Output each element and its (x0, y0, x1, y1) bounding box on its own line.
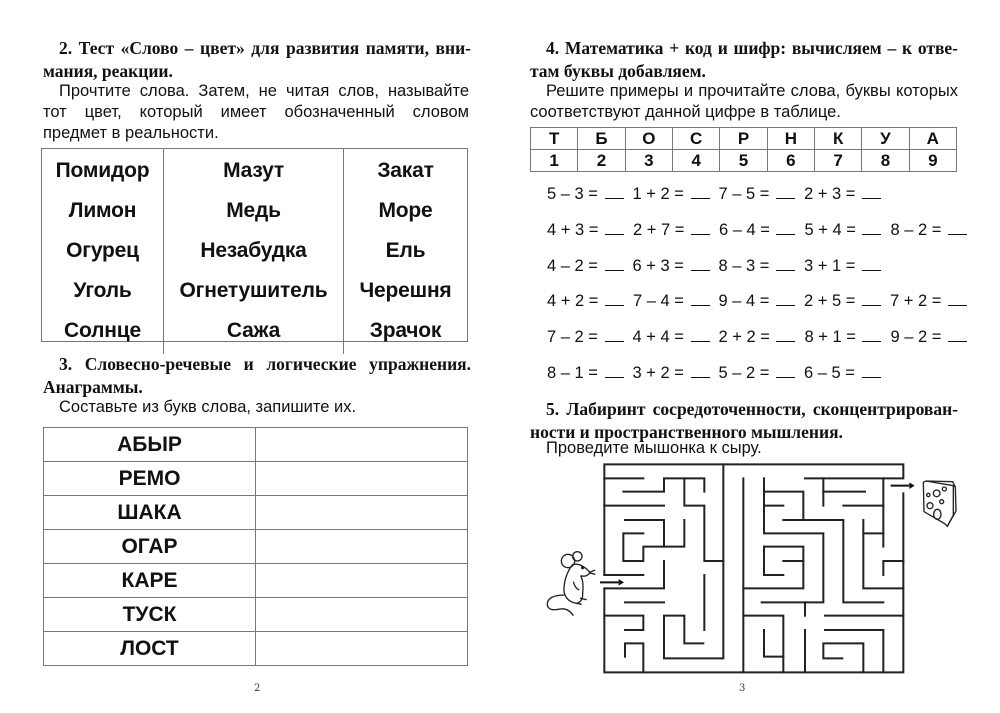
cipher-letter: Н (767, 128, 814, 150)
cipher-digit: 3 (625, 150, 672, 172)
equation (547, 220, 624, 240)
cipher-digit: 7 (815, 150, 862, 172)
cipher-letter: Р (720, 128, 767, 150)
equation (804, 327, 881, 347)
equation (633, 291, 710, 311)
answer-blank[interactable] (605, 327, 624, 342)
answer-blank[interactable] (691, 220, 710, 235)
task4-heading (530, 37, 958, 83)
equation-text: 7 + 2 = (890, 292, 942, 310)
answer-cell[interactable] (256, 632, 468, 666)
stroop-word: Помидор (55, 159, 150, 182)
equation-text: 4 + 3 = (547, 221, 599, 239)
cipher-letter: О (625, 128, 672, 150)
answer-cell[interactable] (256, 530, 468, 564)
cipher-letter: У (862, 128, 909, 150)
equation-text: 5 + 4 = (804, 221, 856, 239)
equation-text: 7 – 4 = (632, 292, 684, 310)
cipher-letter: Б (578, 128, 625, 150)
cipher-letter: А (909, 128, 956, 150)
stroop-word: Мазут (223, 159, 284, 182)
stroop-word: Зрачок (369, 319, 442, 342)
task5-heading-line2: ности и пространственного мышления. (530, 422, 843, 442)
stroop-word: Ель (385, 239, 426, 262)
equation-row (547, 256, 890, 276)
answer-blank[interactable] (948, 291, 967, 306)
stroop-column-1 (42, 149, 163, 354)
equation (547, 256, 624, 276)
equation-row (547, 363, 890, 383)
equation (804, 184, 881, 204)
cipher-letter: Т (531, 128, 578, 150)
equation (719, 363, 796, 383)
answer-blank[interactable] (948, 327, 967, 342)
stroop-word: Медь (226, 199, 281, 222)
stroop-word: Огурец (66, 239, 139, 262)
stroop-word: Незабудка (200, 239, 307, 262)
cipher-digit: 8 (862, 150, 909, 172)
anagram-word: ТУСК (44, 598, 256, 632)
task4-heading-line2: там буквы добавляем. (530, 61, 706, 81)
equation (804, 363, 881, 383)
stroop-word: Море (378, 199, 433, 222)
answer-blank[interactable] (862, 363, 881, 378)
page-number-right: 3 (739, 683, 746, 694)
answer-blank[interactable] (776, 363, 795, 378)
task5-heading-line1: 5. Лабиринт сосредоточенности, сконцентрирован- (546, 399, 958, 419)
equation-text: 6 + 3 = (632, 257, 684, 275)
answer-blank[interactable] (691, 184, 710, 199)
answer-cell[interactable] (256, 496, 468, 530)
answer-blank[interactable] (776, 184, 795, 199)
equation-text: 5 – 3 = (547, 185, 598, 203)
stroop-column-2 (163, 149, 343, 354)
cipher-letter: С (673, 128, 720, 150)
task3-heading-line2: Анаграммы. (43, 377, 143, 397)
equation (804, 220, 881, 240)
anagram-word: ШАКА (44, 496, 256, 530)
table-row (44, 598, 468, 632)
task3-heading (43, 353, 471, 399)
equation (719, 256, 796, 276)
answer-cell[interactable] (256, 462, 468, 496)
equation-text: 2 + 2 = (718, 328, 770, 346)
answer-cell[interactable] (256, 598, 468, 632)
table-row (44, 462, 468, 496)
task2-heading-line2: мания, реакции. (43, 61, 173, 81)
cipher-digit: 5 (720, 150, 767, 172)
task4-heading-line1: 4. Математика + код и шифр: вычисляем – к отве- (546, 38, 958, 58)
stroop-word: Солнце (64, 319, 141, 342)
mouse-icon (547, 552, 595, 616)
equation-text: 8 – 1 = (547, 364, 598, 382)
answer-blank[interactable] (862, 220, 881, 235)
table-row (44, 530, 468, 564)
equation (804, 291, 881, 311)
task5-instruction: Проведите мышонка к сыру. (546, 439, 762, 457)
anagram-word: ОГАР (44, 530, 256, 564)
equation-text: 5 – 2 = (718, 364, 770, 382)
entrance-arrow-icon (600, 579, 624, 586)
equation-text: 8 – 2 = (890, 221, 942, 239)
stroop-word: Огнетушитель (179, 279, 328, 302)
answer-blank[interactable] (605, 291, 624, 306)
equation (547, 327, 624, 347)
equation-row (547, 220, 976, 240)
answer-blank[interactable] (862, 327, 881, 342)
answer-blank[interactable] (605, 256, 624, 271)
anagram-word: КАРЕ (44, 564, 256, 598)
task2-heading (43, 37, 471, 83)
equation-text: 9 – 2 = (890, 328, 942, 346)
stroop-word: Закат (377, 159, 434, 182)
cipher-digit: 4 (673, 150, 720, 172)
answer-blank[interactable] (776, 327, 795, 342)
equation-row (547, 327, 976, 347)
anagram-word: АБЫР (44, 428, 256, 462)
answer-blank[interactable] (605, 220, 624, 235)
equation (890, 291, 967, 311)
equation-text: 4 – 2 = (547, 257, 598, 275)
equation-text: 6 – 4 = (718, 221, 770, 239)
equation-text: 3 + 2 = (632, 364, 684, 382)
page-number-left: 2 (254, 683, 261, 694)
equation (719, 291, 796, 311)
equation (547, 291, 624, 311)
cipher-digit: 1 (531, 150, 578, 172)
answer-blank[interactable] (776, 291, 795, 306)
cipher-letter-row (531, 128, 957, 150)
task3-heading-line1: 3. Словесно-речевые и логические упражнения. (59, 354, 471, 374)
cipher-letter: К (815, 128, 862, 150)
equation-text: 2 + 3 = (804, 185, 856, 203)
equation-text: 2 + 5 = (804, 292, 856, 310)
cipher-digit: 9 (909, 150, 956, 172)
answer-blank[interactable] (948, 220, 967, 235)
answer-blank[interactable] (691, 291, 710, 306)
equation (633, 184, 710, 204)
answer-blank[interactable] (862, 256, 881, 271)
equation (804, 256, 881, 276)
equation (719, 184, 796, 204)
answer-blank[interactable] (691, 363, 710, 378)
answer-blank[interactable] (776, 220, 795, 235)
cipher-digit: 6 (767, 150, 814, 172)
answer-blank[interactable] (862, 184, 881, 199)
answer-blank[interactable] (605, 184, 624, 199)
maze-walls (604, 464, 903, 672)
equation-text: 9 – 4 = (718, 292, 770, 310)
equation (890, 220, 967, 240)
equation-row (547, 184, 890, 204)
equation-text: 6 – 5 = (804, 364, 855, 382)
equation (633, 363, 710, 383)
equation-text: 8 + 1 = (804, 328, 856, 346)
stroop-word: Сажа (226, 319, 281, 342)
task2-heading-line1: 2. Тест «Слово – цвет» для развития памяти, вни- (59, 38, 471, 58)
cipher-table (530, 127, 957, 172)
cheese-icon (923, 481, 956, 526)
anagram-word: РЕМО (44, 462, 256, 496)
equation-text: 3 + 1 = (804, 257, 856, 275)
answer-blank[interactable] (691, 327, 710, 342)
equation (633, 256, 710, 276)
equation (719, 327, 796, 347)
equation-text: 4 + 4 = (632, 328, 684, 346)
equation-text: 2 + 7 = (632, 221, 685, 239)
equation (547, 184, 624, 204)
equation-row (547, 291, 976, 311)
equation (719, 220, 796, 240)
equation-text: 1 + 2 = (632, 185, 684, 203)
equation-text: 8 – 3 = (718, 257, 770, 275)
maze (540, 455, 975, 685)
anagram-table (43, 427, 468, 666)
equation-text: 7 – 5 = (718, 185, 770, 203)
stroop-column-3 (343, 149, 467, 354)
cipher-digit: 2 (578, 150, 625, 172)
table-row (44, 632, 468, 666)
equation (890, 327, 967, 347)
answer-cell[interactable] (256, 564, 468, 598)
table-row (44, 564, 468, 598)
answer-blank[interactable] (605, 363, 624, 378)
task2-instruction: Прочтите слова. Затем, не читая слов, называйте тот цвет, который имеет обозначенный словом предмет в реальности. (43, 82, 469, 142)
equation-text: 7 – 2 = (547, 328, 598, 346)
table-row (44, 496, 468, 530)
exit-arrow-icon (891, 482, 915, 489)
table-row (44, 428, 468, 462)
equation (633, 327, 710, 347)
stroop-word: Черешня (359, 279, 452, 302)
stroop-word: Лимон (68, 199, 137, 222)
anagram-word: ЛОСТ (44, 632, 256, 666)
stroop-word: Уголь (73, 279, 132, 302)
task3-instruction: Составьте из букв слова, запишите их. (59, 398, 357, 416)
answer-blank[interactable] (691, 256, 710, 271)
answer-blank[interactable] (862, 291, 881, 306)
answer-cell[interactable] (256, 428, 468, 462)
cipher-digit-row (531, 150, 957, 172)
answer-blank[interactable] (776, 256, 795, 271)
equation (547, 363, 624, 383)
equation-text: 4 + 2 = (547, 292, 599, 310)
task4-instruction: Решите примеры и прочитайте слова, буквы которых соответствуют данной цифре в таблице. (530, 82, 958, 121)
equation (633, 220, 710, 240)
stroop-word-table (41, 148, 468, 342)
